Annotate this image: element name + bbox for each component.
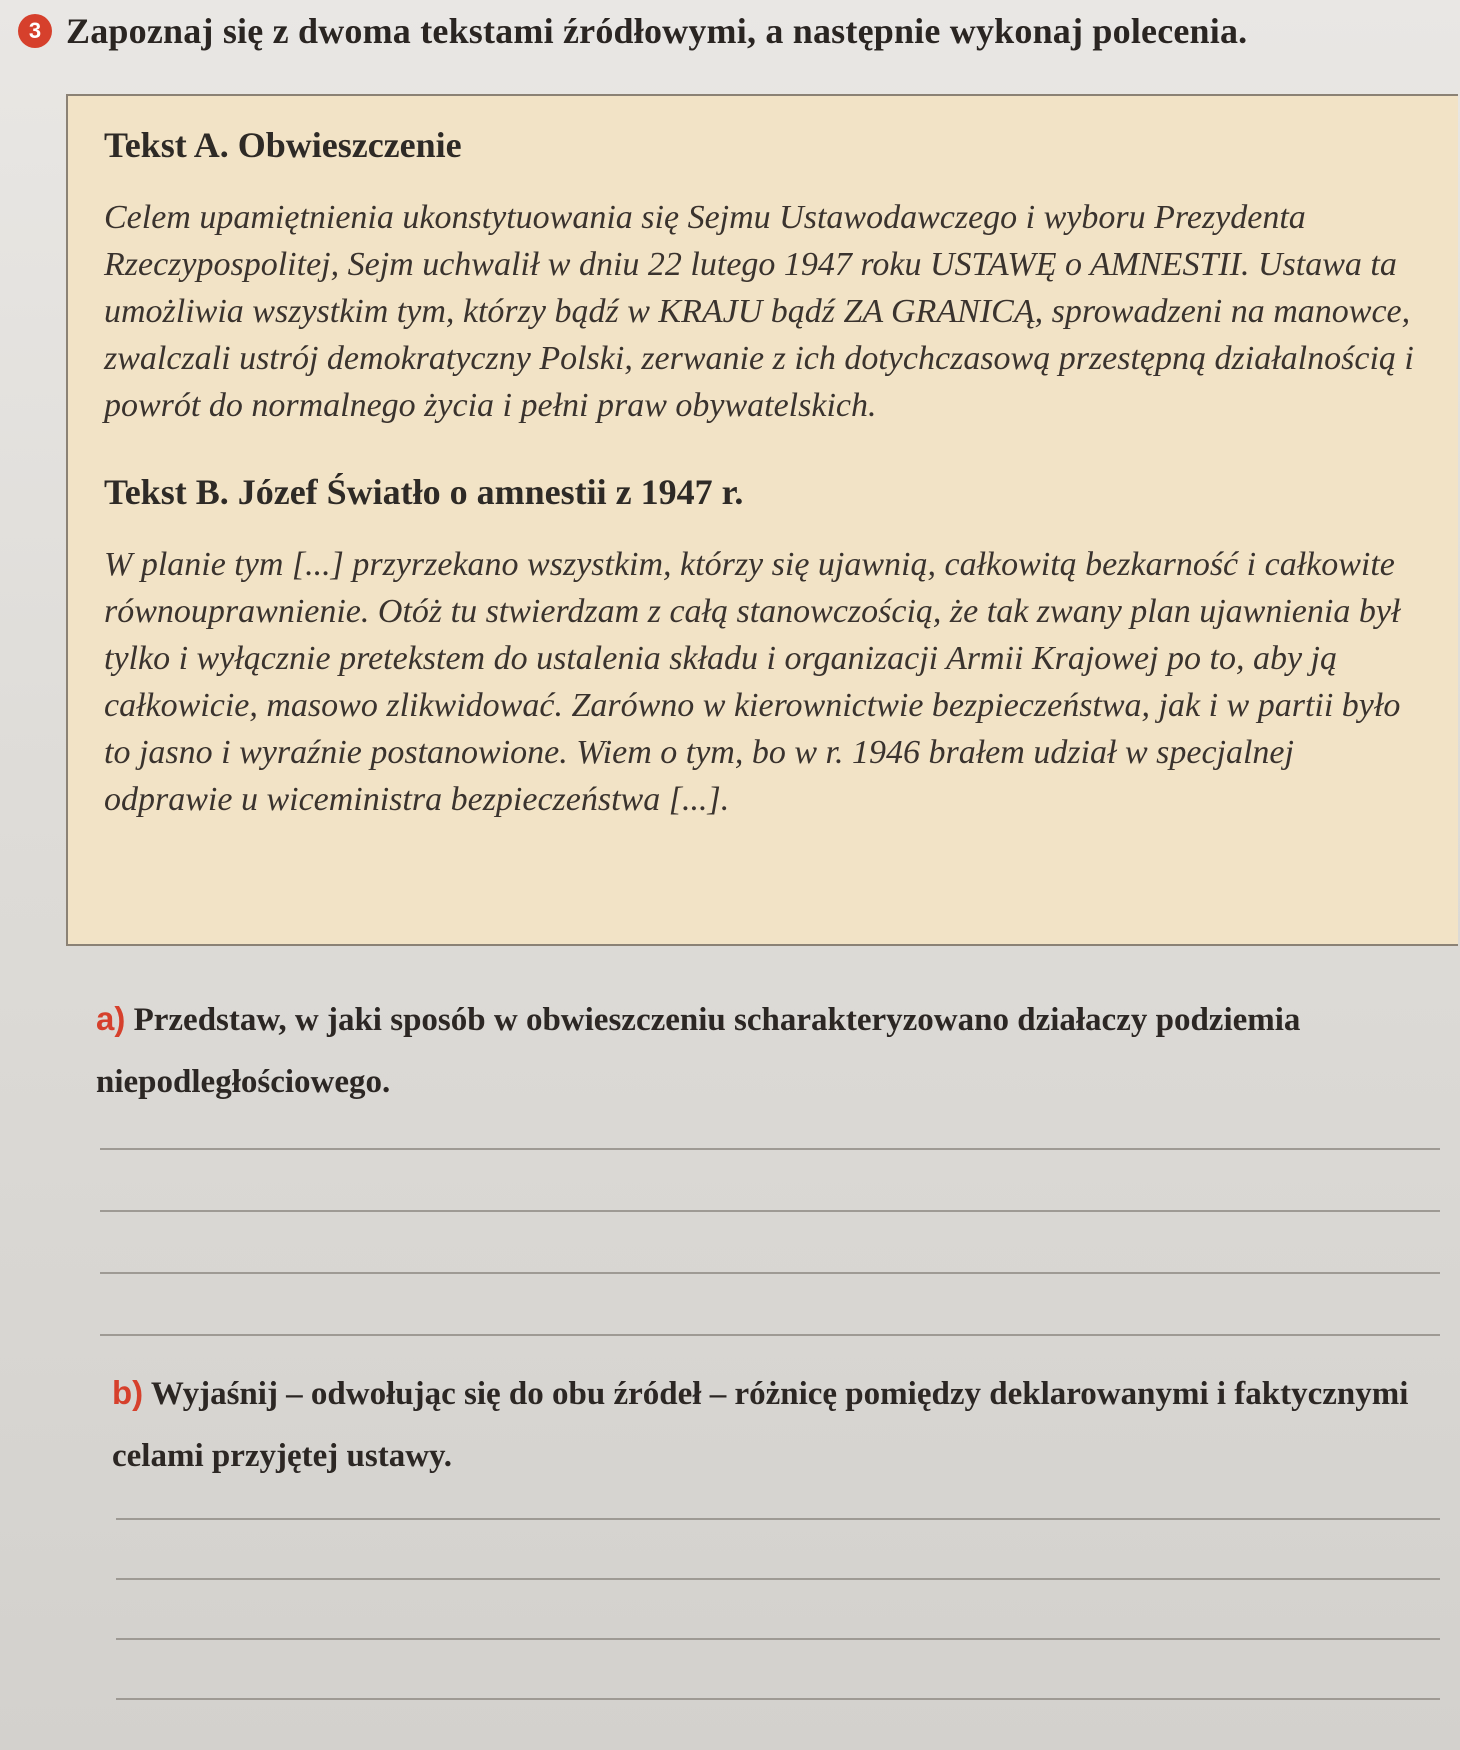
source-text-a [104, 124, 1418, 429]
source-text-b [104, 471, 1418, 823]
question-b-text: Wyjaśnij – odwołując się do obu źródeł – różnicę pomiędzy deklarowanymi i faktycznymi celami przyjętej ustawy. [112, 1376, 1409, 1474]
question-a-letter: a) [96, 1000, 126, 1037]
source-a-body: Celem upamiętnienia ukonstytuowania się Sejmu Ustawodawczego i wyboru Prezydenta Rzeczypospolitej, Sejm uchwalił w dniu 22 lutego 1947 roku USTAWĘ o AMNESTII. Ustawa ta umożliwia wszystkim tym, którzy bądź w KRAJU bądź ZA GRANICĄ, sprowadzeni na manowce, zwalczali ustrój demokratyczny Polski, zerwanie z ich dotychczasową przestępną działalnością i powrót do normalnego życia i pełni praw obywatelskich. [104, 199, 1414, 424]
answer-line-b-2[interactable] [116, 1578, 1440, 1580]
task-header [18, 10, 1420, 52]
source-b-body: W planie tym [...] przyrzekano wszystkim, którzy się ujawnią, całkowitą bezkarność i całkowite równouprawnienie. Otóż tu stwierdzam z całą stanowczością, że tak zwany plan ujawnienia był tylko i wyłącznie pretekstem do ustalenia składu i organizacji Armii Krajowej po to, aby ją całkowicie, masowo zlikwidować. Zarówno w kierownictwie bezpieczeństwa, jak i w partii było to jasno i wyraźnie postanowione. Wiem o tym, bo w r. 1946 brałem udział w specjalnej odprawie u wiceministra bezpieczeństwa [...]. [104, 546, 1401, 818]
source-b-title: Tekst B. Józef Światło o amnestii z 1947 r. [104, 472, 744, 512]
source-a-title: Tekst A. Obwieszczenie [104, 125, 462, 165]
answer-line-a-1[interactable] [100, 1148, 1440, 1150]
task-instruction: Zapoznaj się z dwoma tekstami źródłowymi, a następnie wykonaj polecenia. [66, 11, 1248, 51]
answer-line-b-3[interactable] [116, 1638, 1440, 1640]
answer-line-b-1[interactable] [116, 1518, 1440, 1520]
answer-line-a-2[interactable] [100, 1210, 1440, 1212]
question-a-text: Przedstaw, w jaki sposób w obwieszczeniu scharakteryzowano działaczy podziemia niepodległościowego. [96, 1002, 1301, 1100]
source-texts-box [66, 94, 1458, 946]
task-number-badge: 3 [18, 14, 52, 48]
question-b [112, 1362, 1420, 1487]
answer-line-a-4[interactable] [100, 1334, 1440, 1336]
question-a [96, 988, 1420, 1113]
answer-line-b-4[interactable] [116, 1698, 1440, 1700]
answer-line-a-3[interactable] [100, 1272, 1440, 1274]
question-b-letter: b) [112, 1374, 144, 1411]
